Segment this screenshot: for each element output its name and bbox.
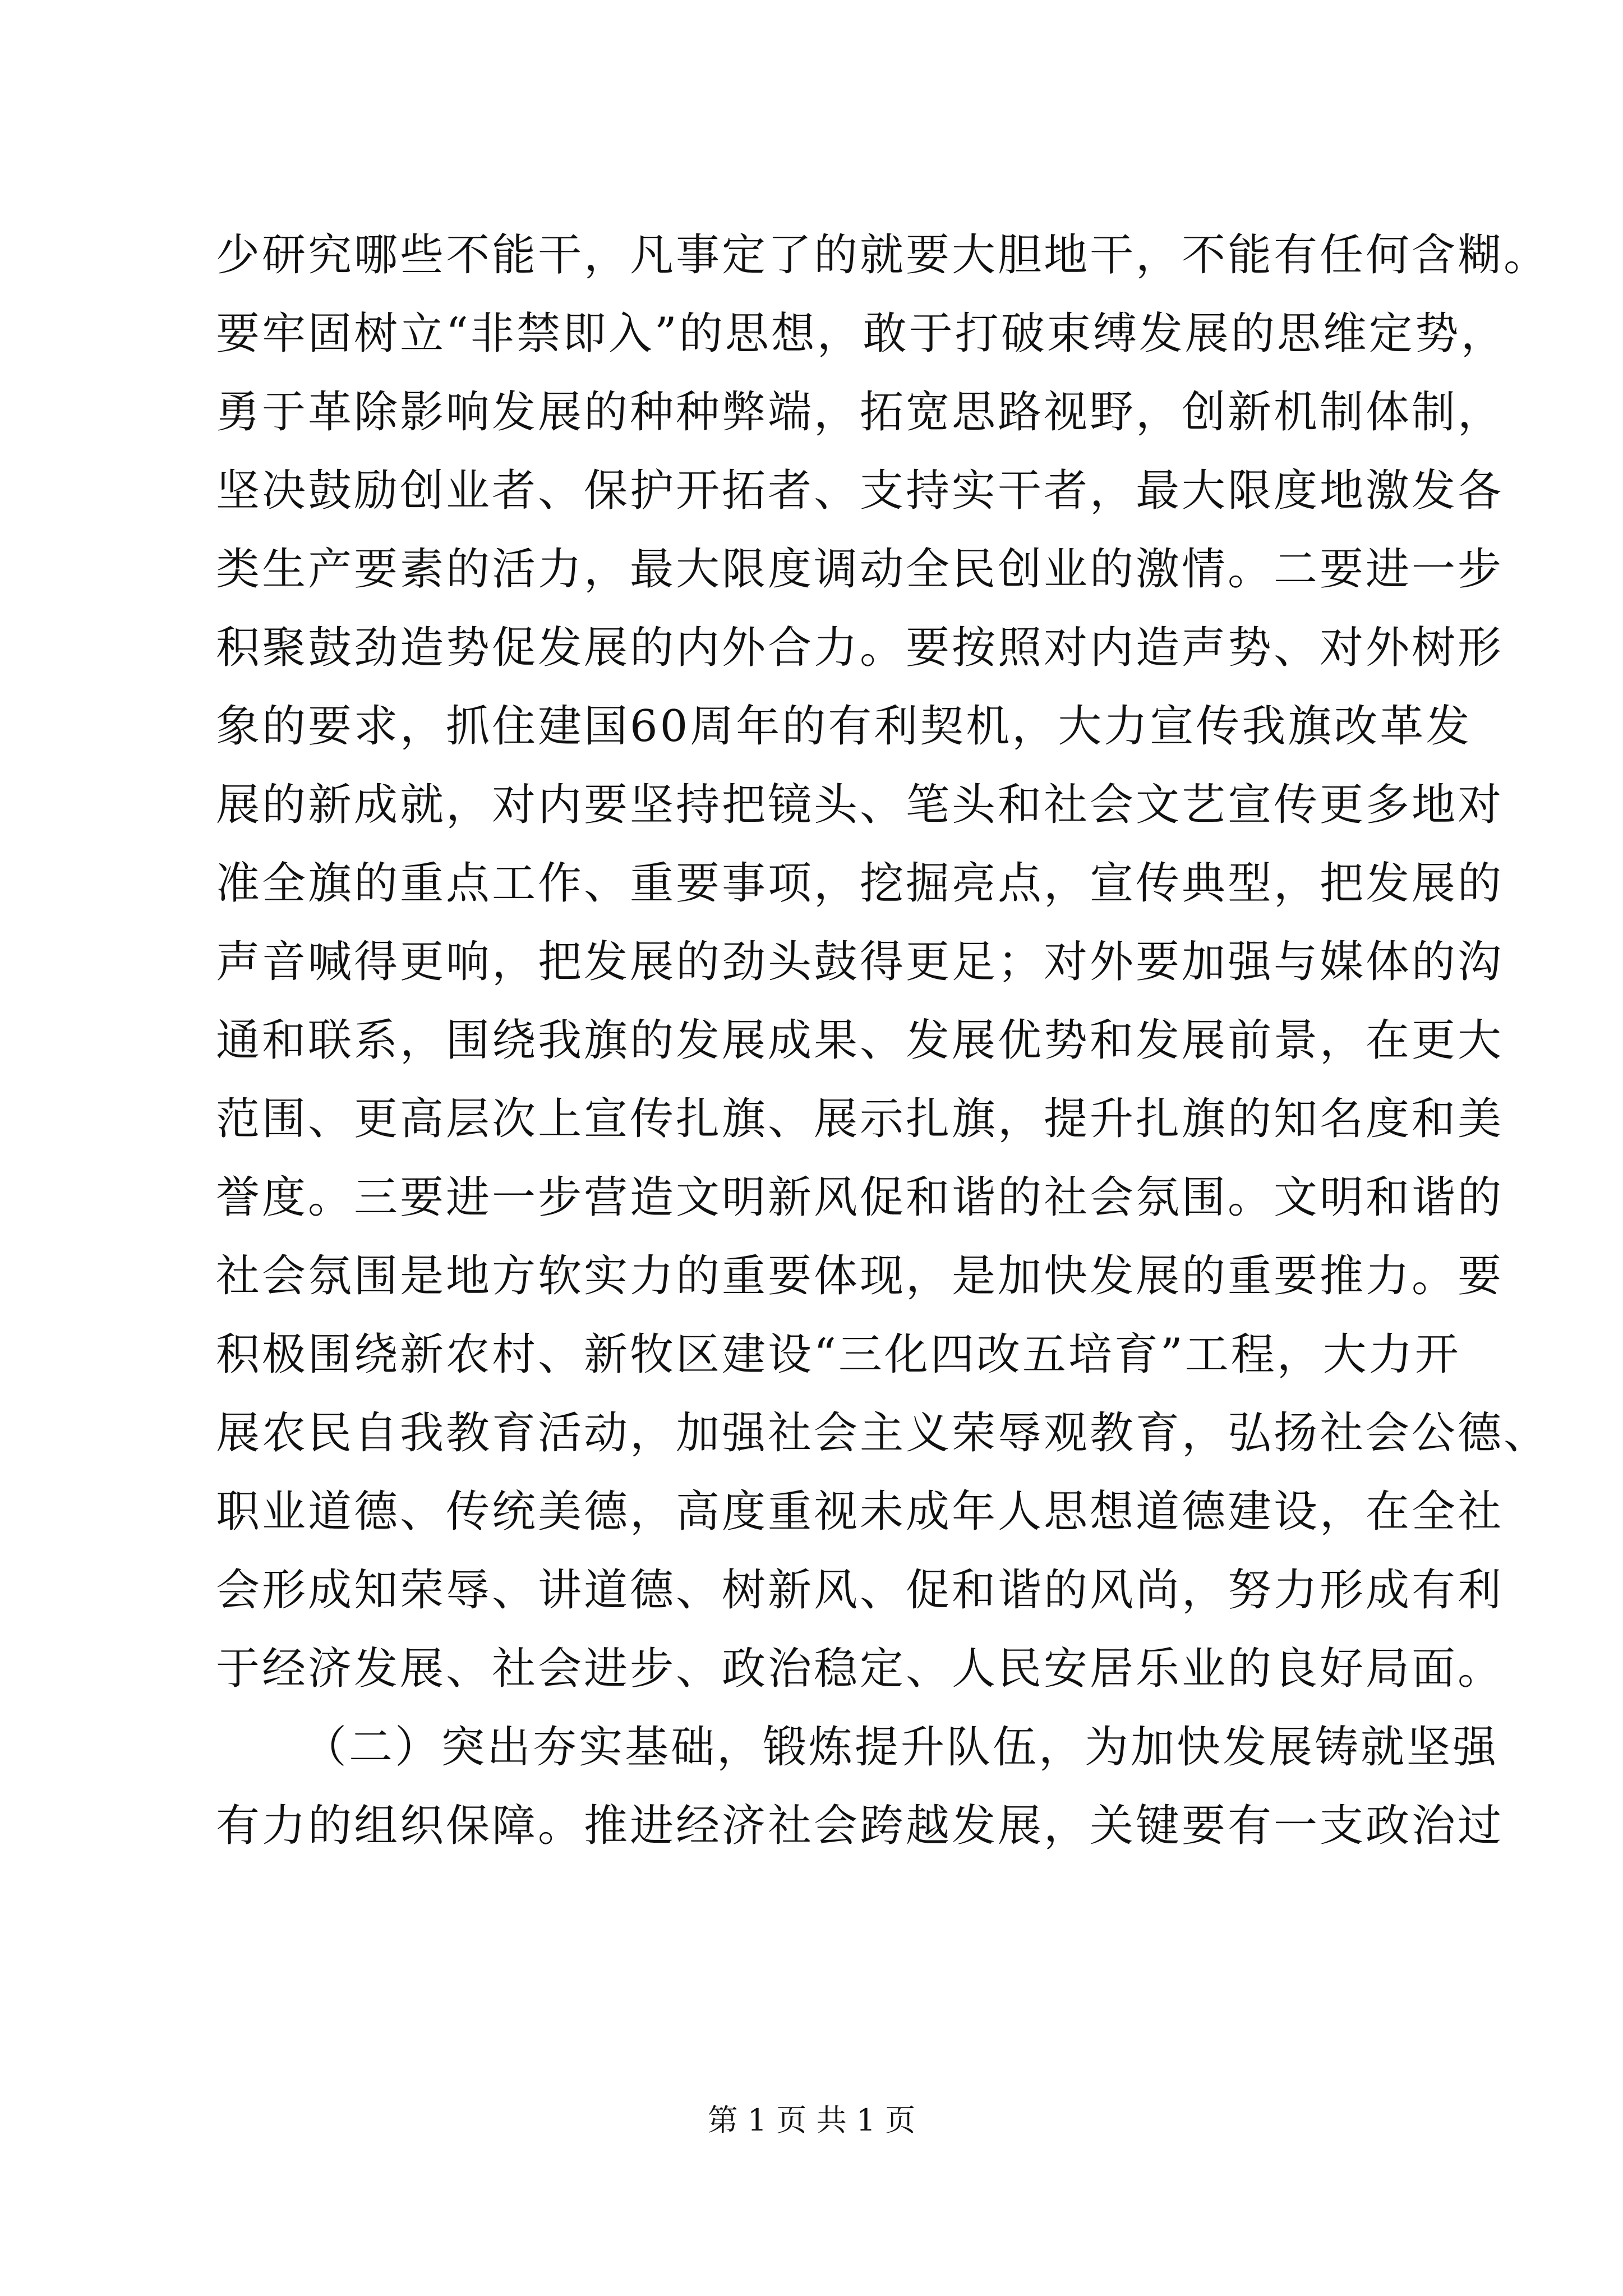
text-line: 坚决鼓励创业者、保护开拓者、支持实干者，最大限度地激发各	[216, 466, 1504, 516]
text-line: 准全旗的重点工作、重要事项，挖掘亮点，宣传典型，把发展的	[216, 858, 1504, 909]
text-line: 类生产要素的活力，最大限度调动全民创业的激情。二要进一步	[216, 544, 1504, 595]
text-line: 通和联系，围绕我旗的发展成果、发展优势和发展前景，在更大	[216, 1015, 1504, 1066]
text-line: 社会氛围是地方软实力的重要体现，是加快发展的重要推力。要	[216, 1251, 1504, 1301]
text-line: 少研究哪些不能干，凡事定了的就要大胆地干，不能有任何含糊。	[216, 230, 1550, 280]
text-line: 积极围绕新农村、新牧区建设“三化四改五培育”工程，大力开	[216, 1329, 1461, 1380]
page-footer: 第 1 页 共 1 页	[707, 2102, 916, 2138]
text-line: 积聚鼓劲造势促发展的内外合力。要按照对内造声势、对外树形	[216, 623, 1504, 673]
text-line: 展的新成就，对内要坚持把镜头、笔头和社会文艺宣传更多地对	[216, 780, 1504, 830]
text-line: 职业道德、传统美德，高度重视未成年人思想道德建设，在全社	[216, 1487, 1504, 1537]
text-line: 勇于革除影响发展的种种弊端，拓宽思路视野，创新机制体制，	[216, 387, 1504, 438]
section-heading-line: （二）突出夯实基础，锻炼提升队伍，为加快发展铸就坚强	[303, 1722, 1499, 1773]
text-line: 要牢固树立“非禁即入”的思想，敢于打破束缚发展的思维定势，	[216, 309, 1507, 359]
text-line: 展农民自我教育活动，加强社会主义荣辱观教育，弘扬社会公德、	[216, 1408, 1550, 1458]
text-line: 会形成知荣辱、讲道德、树新风、促和谐的风尚，努力形成有利	[216, 1565, 1504, 1616]
text-line: 有力的组织保障。推进经济社会跨越发展，关键要有一支政治过	[216, 1801, 1504, 1851]
text-line: 范围、更高层次上宣传扎旗、展示扎旗，提升扎旗的知名度和美	[216, 1094, 1504, 1144]
text-line: 象的要求，抓住建国60周年的有利契机，大力宣传我旗改革发	[216, 701, 1472, 752]
text-line: 于经济发展、社会进步、政治稳定、人民安居乐业的良好局面。	[216, 1644, 1504, 1694]
text-line: 声音喊得更响，把发展的劲头鼓得更足；对外要加强与媒体的沟	[216, 937, 1504, 987]
text-line: 誉度。三要进一步营造文明新风促和谐的社会氛围。文明和谐的	[216, 1172, 1504, 1223]
body-text	[216, 216, 1550, 1865]
